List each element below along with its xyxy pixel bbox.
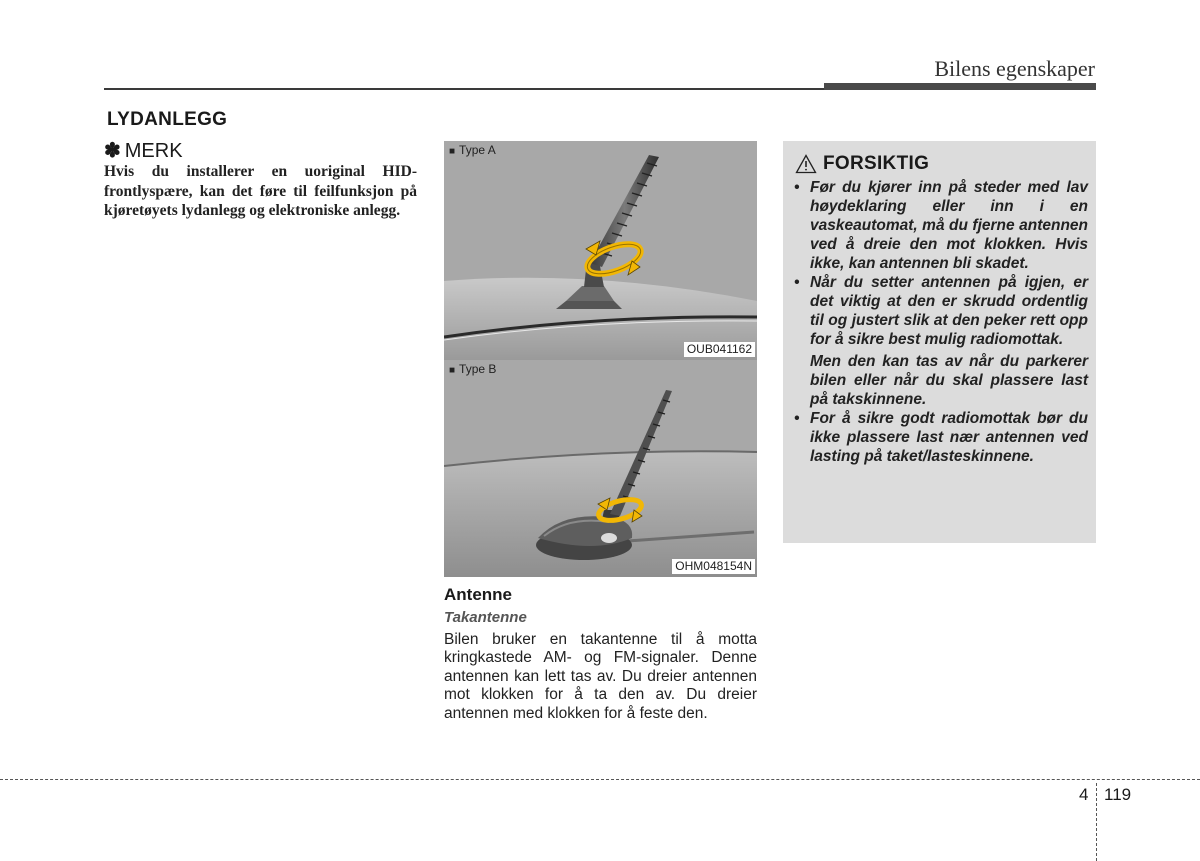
- chapter-number: 4: [1079, 785, 1089, 804]
- caution-item-extra-text: Men den kan tas av når du parkerer bilen eller når du skal plassere last på takskinnene.: [810, 353, 1088, 408]
- caution-item: [792, 273, 1088, 409]
- header-rule-accent: [824, 83, 1096, 90]
- antenna-type-a-illustration: [444, 141, 757, 360]
- caution-item-text: Før du kjører inn på steder med lav høydeklaring eller inn i en vaskeautomat, må du fjerne antennen ved å dreie den mot klokken. Hvis ikke, kan antennen bli skadet.: [810, 179, 1088, 272]
- note-heading: [104, 138, 183, 163]
- figure-label: [449, 362, 496, 376]
- note-text: Hvis du installerer en uoriginal HID-frontlyspære, kan det føre til feilfunksjon på kjøretøyets lydanlegg og elektroniske anlegg.: [104, 163, 417, 219]
- figure-code: OHM048154N: [672, 559, 755, 574]
- caution-title: FORSIKTIG: [823, 153, 930, 174]
- caution-box: [783, 141, 1096, 543]
- page-header-title: Bilens egenskaper: [934, 56, 1095, 81]
- antenna-heading: Antenne: [444, 585, 512, 604]
- header-rule: [104, 88, 824, 90]
- figure-code: OUB041162: [684, 342, 755, 357]
- caution-item: [792, 178, 1088, 273]
- figure-antenna-type-b: [444, 360, 757, 577]
- section-title: LYDANLEGG: [107, 109, 228, 130]
- caution-list: [792, 178, 1088, 466]
- caution-item-text: Når du setter antennen på igjen, er det viktig at den er skrudd ordentlig til og justert slik at den peker rett opp for å sikre best mulig radiomottak.: [810, 274, 1088, 348]
- figure-label-text: Type B: [459, 362, 497, 376]
- note-star-icon: ✽: [104, 140, 121, 162]
- antenna-type-b-illustration: [444, 360, 757, 577]
- antenna-body-text: Bilen bruker en takantenne til å motta kringkastede AM- og FM-signaler. Denne antennen kan lett tas av. Du dreier antennen mot klokken for å ta den av. Du dreier antennen med klokken for å feste den.: [444, 631, 757, 722]
- figure-antenna-type-a: [444, 141, 757, 360]
- figure-label: [449, 143, 496, 157]
- footer-vertical-divider: [1096, 783, 1097, 861]
- warning-triangle-icon: [795, 154, 817, 174]
- antenna-subheading: Takantenne: [444, 609, 527, 626]
- bullet-icon: •: [794, 179, 800, 196]
- caution-item: [792, 409, 1088, 466]
- footer-divider: [0, 779, 1200, 780]
- figure-marker-icon: ■: [449, 146, 456, 157]
- caution-item-text: For å sikre godt radiomottak bør du ikke plassere last nær antennen ved lasting på taket/lasteskinnene.: [810, 410, 1088, 465]
- bullet-icon: •: [794, 410, 800, 427]
- caution-header: [795, 153, 929, 175]
- note-heading-label: MERK: [124, 140, 183, 162]
- bullet-icon: •: [794, 274, 800, 291]
- page-number: 119: [1104, 785, 1132, 804]
- figure-marker-icon: ■: [449, 365, 456, 376]
- figure-label-text: Type A: [459, 143, 496, 157]
